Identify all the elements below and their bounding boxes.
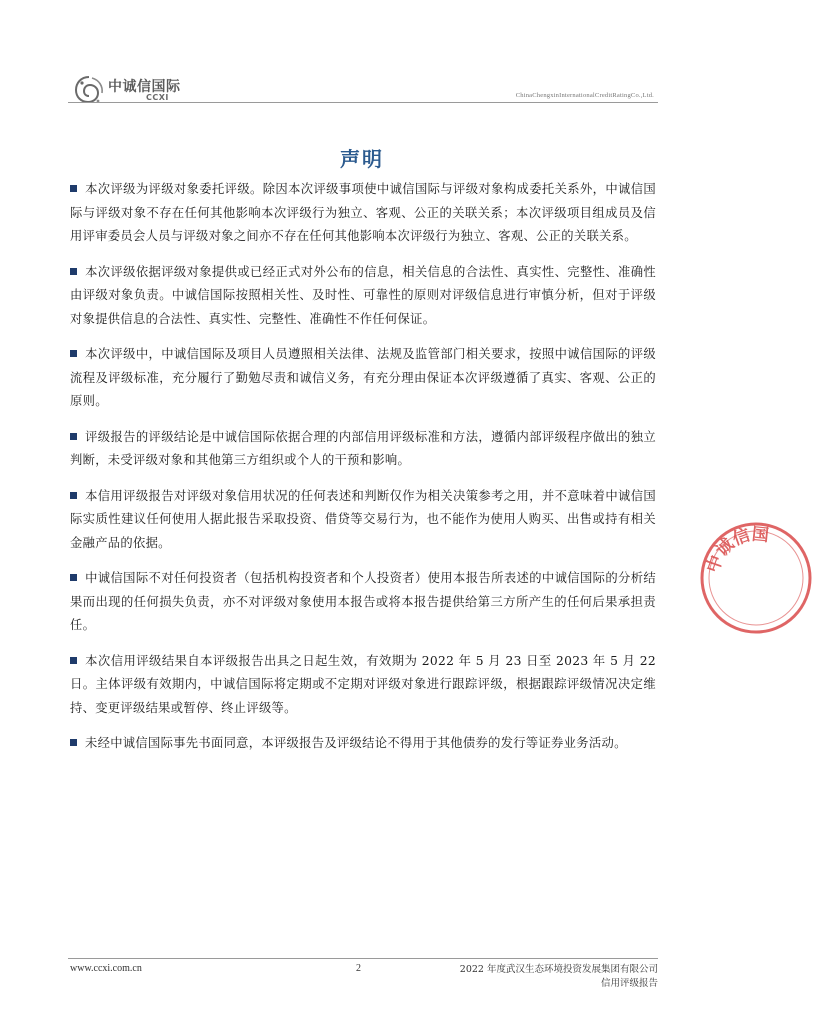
paragraph-text: 评级报告的评级结论是中诚信国际依据合理的内部信用评级标准和方法，遵循内部评级程序做出的独立判断，未受评级对象和其他第三方组织或个人的干预和影响。 bbox=[70, 429, 656, 467]
paragraph-text: 本次评级中，中诚信国际及项目人员遵照相关法律、法规及监管部门相关要求，按照中诚信国际的评级流程及评级标准，充分履行了勤勉尽责和诚信义务，有充分理由保证本次评级遵循了真实、客观、公正的原则。 bbox=[70, 347, 656, 408]
paragraph-text: 本次信用评级结果自本评级报告出具之日起生效，有效期为 2022 年 5 月 23 日至 2023 年 5 月 22 日。主体评级有效期内，中诚信国际将定期或不定期对评级对象进行跟踪评级，根据跟踪评级情况决定维持、变更评级结果或暂停、终止评级等。 bbox=[70, 653, 656, 715]
footer-divider bbox=[68, 958, 658, 959]
statement-paragraph bbox=[70, 426, 656, 473]
statement-paragraph bbox=[70, 732, 656, 756]
square-bullet-icon bbox=[70, 268, 77, 275]
statement-paragraph bbox=[70, 343, 656, 414]
company-seal-stamp bbox=[696, 518, 816, 638]
statement-paragraph bbox=[70, 485, 656, 556]
footer-report-title bbox=[460, 963, 658, 991]
logo-english-text: CCXI bbox=[146, 93, 169, 102]
square-bullet-icon bbox=[70, 350, 77, 357]
page-title: 声明 bbox=[340, 147, 384, 171]
footer-website: www.ccxi.com.cn bbox=[70, 963, 142, 974]
paragraph-text: 本次评级为评级对象委托评级。除因本次评级事项使中诚信国际与评级对象构成委托关系外，中诚信国际与评级对象不存在任何其他影响本次评级行为独立、客观、公正的关联关系；本次评级项目组成员及信用评审委员会人员与评级对象之间亦不存在任何其他影响本次评级行为独立、客观、公正的关联关系。 bbox=[70, 182, 656, 243]
paragraph-text: 未经中诚信国际事先书面同意，本评级报告及评级结论不得用于其他债券的发行等证券业务活动。 bbox=[85, 736, 627, 750]
paragraph-text: 本次评级依据评级对象提供或已经正式对外公布的信息，相关信息的合法性、真实性、完整性、准确性由评级对象负责。中诚信国际按照相关性、及时性、可靠性的原则对评级信息进行审慎分析，但对于评级对象提供信息的合法性、真实性、完整性、准确性不作任何保证。 bbox=[70, 264, 656, 326]
square-bullet-icon bbox=[70, 574, 77, 581]
page-number: 2 bbox=[356, 963, 361, 974]
footer-report-line: 信用评级报告 bbox=[600, 978, 658, 989]
statement-paragraph bbox=[70, 650, 656, 721]
statement-paragraph bbox=[70, 261, 656, 332]
square-bullet-icon bbox=[70, 739, 77, 746]
square-bullet-icon bbox=[70, 492, 77, 499]
footer-report-line: 2022 年度武汉生态环境投资发展集团有限公司 bbox=[459, 964, 658, 975]
header-divider bbox=[68, 102, 658, 103]
statement-paragraph bbox=[70, 178, 656, 249]
statement-body bbox=[70, 178, 656, 768]
logo-chinese-text: 中诚信国际 bbox=[108, 79, 181, 95]
paragraph-text: 本信用评级报告对评级对象信用状况的任何表述和判断仅作为相关决策参考之用，并不意味着中诚信国际实质性建议任何使用人据此报告采取投资、借贷等交易行为，也不能作为使用人购买、出售或持有相关金融产品的依据。 bbox=[70, 488, 656, 550]
square-bullet-icon bbox=[70, 657, 77, 664]
header-company-name: ChinaChengxinInternationalCreditRatingCo.,Ltd. bbox=[515, 92, 654, 99]
statement-paragraph bbox=[70, 567, 656, 638]
square-bullet-icon bbox=[70, 185, 77, 192]
svg-text:中诚信国: 中诚信国 bbox=[703, 524, 770, 576]
square-bullet-icon bbox=[70, 433, 77, 440]
paragraph-text: 中诚信国际不对任何投资者（包括机构投资者和个人投资者）使用本报告所表述的中诚信国际的分析结果而出现的任何损失负责，亦不对评级对象使用本报告或将本报告提供给第三方所产生的任何后果承担责任。 bbox=[70, 571, 656, 632]
